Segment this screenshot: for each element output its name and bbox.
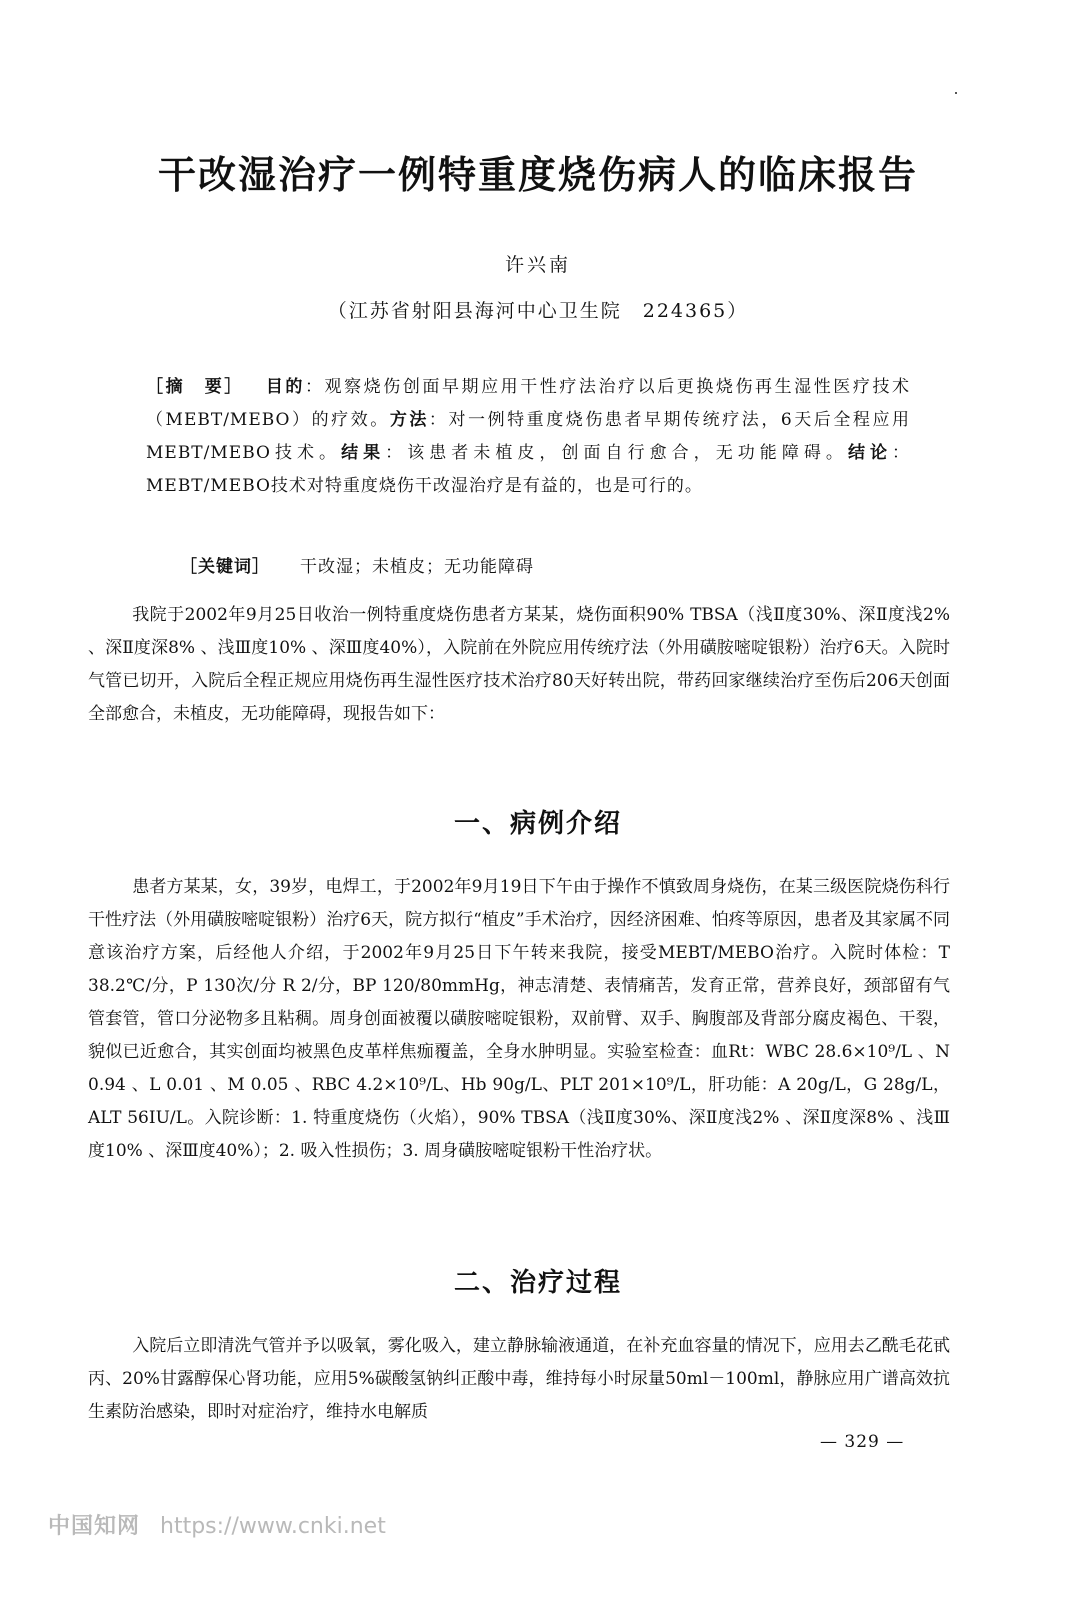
result-label: 结果 bbox=[341, 443, 386, 463]
objective-label: 目的 bbox=[265, 377, 305, 397]
paper-title: 干改湿治疗一例特重度烧伤病人的临床报告 bbox=[157, 153, 918, 197]
conclusion-label: 结论 bbox=[847, 443, 893, 463]
case-paragraph: 患者方某某，女，39岁，电焊工，于2002年9月19日下午由于操作不慎致周身烧伤，在某三级医院烧伤科行干性疗法（外用磺胺嘧啶银粉）治疗6天，院方拟行“植皮”手术治疗，因经济困难、怕疼等原因，患者及其家属不同意该治疗方案，后经他人介绍，于2002年9月25日下午转来我院，接受MEBT/MEBO治疗。入院时体检：T 38.2℃/分，P 130次/分 R 2/分，BP 120/80mmHg，神志清楚、表情痛苦，发育正常，营养良好，颈部留有气管套管，管口分泌物多且粘稠。周身创面被覆以磺胺嘧啶银粉，双前臂、双手、胸腹部及背部分腐皮褐色、干裂，貌似已近愈合，其实创面均被黑色皮革样焦痂覆盖，全身水肿明显。实验室检查：血Rt：WBC 28.6×10⁹/L 、N 0.94 、L 0.01 、M 0.05 、RBC 4.2×10⁹/L、Hb 90g/L、PLT 201×10⁹/L，肝功能：A 20g/L，G 28g/L，ALT 56IU/L。入院诊断：1. 特重度烧伤（火焰），90% TBSA（浅Ⅱ度30%、深Ⅱ度浅2% 、深Ⅱ度深8% 、浅Ⅲ度10% 、深Ⅲ度40%）；2. 吸入性损伤；3. 周身磺胺嘧啶银粉干性治疗状。 bbox=[88, 877, 950, 1161]
method-label: 方法 bbox=[389, 410, 429, 430]
intro-paragraph: 我院于2002年9月25日收治一例特重度烧伤患者方某某，烧伤面积90% TBSA（浅Ⅱ度30%、深Ⅱ度浅2% 、深Ⅱ度深8% 、浅Ⅲ度10% 、深Ⅲ度40%），入院前在外院应用传统疗法（外用磺胺嘧啶银粉）治疗6天。入院时气管已切开，入院后全程正规应用烧伤再生湿性医疗技术治疗80天好转出院，带药回家继续治疗至伤后206天创面全部愈合，未植皮，无功能障碍，现报告如下： bbox=[88, 605, 950, 724]
affiliation: （江苏省射阳县海河中心卫生院 224365） bbox=[327, 300, 749, 322]
keywords-text: 干改湿；未植皮；无功能障碍 bbox=[300, 557, 534, 577]
cnki-logo: 中国知网 bbox=[48, 1514, 141, 1539]
keywords-label: ［关键词］ bbox=[180, 557, 270, 577]
treatment-paragraph: 入院后立即清洗气管并予以吸氧，雾化吸入，建立静脉输液通道，在补充血容量的情况下，应用去乙酰毛花甙丙、20%甘露醇保心肾功能，应用5%碳酸氢钠纠正酸中毒，维持每小时尿量50ml－100ml，静脉应用广谱高效抗生素防治感染，即时对症治疗，维持水电解质 bbox=[88, 1336, 950, 1422]
cnki-watermark bbox=[48, 1509, 386, 1540]
abstract-label: ［摘 要］ bbox=[146, 377, 244, 397]
method-text: ：对一例特重度烧伤患者早期传统疗法，6天后全程应用MEBT/MEBO技术。 bbox=[146, 410, 910, 463]
objective-text: ：观察烧伤创面早期应用干性疗法治疗以后更换烧伤再生湿性医疗技术（MEBT/MEBO）的疗效。 bbox=[146, 377, 911, 430]
abstract bbox=[146, 371, 910, 503]
keywords bbox=[180, 552, 910, 577]
section-heading-treatment: 二、治疗过程 bbox=[453, 1268, 622, 1298]
scan-dot bbox=[955, 92, 957, 94]
conclusion-text: ：MEBT/MEBO技术对特重度烧伤干改湿治疗是有益的，也是可行的。 bbox=[146, 443, 911, 496]
page-number: — 329 — bbox=[820, 1432, 905, 1452]
result-text: ：该患者未植皮，创面自行愈合，无功能障碍。 bbox=[385, 443, 848, 463]
section-heading-case: 一、病例介绍 bbox=[453, 809, 622, 839]
author: 许兴南 bbox=[504, 254, 571, 276]
cnki-url: https://www.cnki.net bbox=[160, 1514, 386, 1539]
